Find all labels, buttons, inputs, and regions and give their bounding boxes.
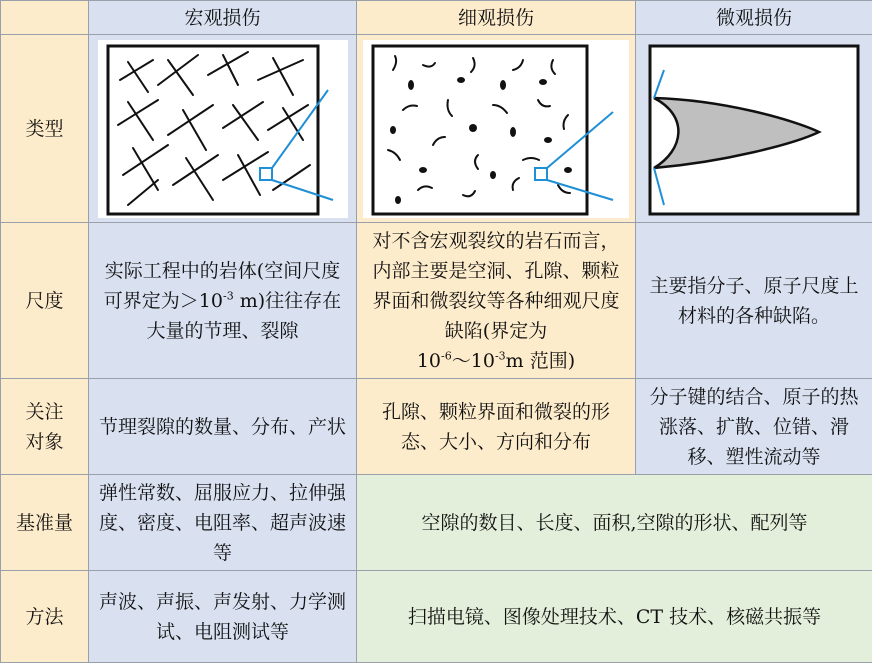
macro-diagram-cell bbox=[89, 35, 357, 223]
col-header-macro: 宏观损伤 bbox=[89, 1, 357, 35]
corner-cell bbox=[1, 1, 89, 35]
micro-diagram-cell bbox=[636, 35, 872, 223]
col-header-meso: 细观损伤 bbox=[357, 1, 636, 35]
macro-baseline-cell bbox=[89, 475, 357, 571]
meso-diagram-cell bbox=[357, 35, 636, 223]
row-focus bbox=[1, 379, 872, 475]
micro-scale-cell bbox=[636, 223, 872, 379]
macro-focus-text: 节理裂隙的数量、分布、产状 bbox=[89, 412, 356, 442]
row-label-method: 方法 bbox=[1, 571, 89, 663]
meso-focus-text: 孔隙、颗粒界面和微裂的形态、大小、方向和分布 bbox=[357, 397, 635, 457]
macro-focus-cell bbox=[89, 379, 357, 475]
macro-method-cell bbox=[89, 571, 357, 663]
macro-baseline-text: 弹性常数、屈服应力、拉伸强度、密度、电阻率、超声波速等 bbox=[89, 478, 356, 568]
micro-crack-tip-diagram bbox=[644, 40, 864, 218]
macro-scale-cell bbox=[89, 223, 357, 379]
row-label-scale: 尺度 bbox=[1, 223, 89, 379]
row-baseline bbox=[1, 475, 872, 571]
shared-method-text: 扫描电镜、图像处理技术、CT 技术、核磁共振等 bbox=[357, 602, 872, 632]
row-label-focus: 关注 对象 bbox=[1, 379, 89, 475]
meso-scale-cell bbox=[357, 223, 636, 379]
meso-scale-text: 对不含宏观裂纹的岩石而言，内部主要是空洞、孔隙、颗粒界面和微裂纹等各种细观尺度缺陷(界定为 $10^{-6}\sim 10^{-3}m$ 范围) bbox=[357, 226, 635, 376]
row-label-type: 类型 bbox=[1, 35, 89, 223]
meso-focus-cell bbox=[357, 379, 636, 475]
macro-crack-diagram bbox=[98, 40, 348, 218]
header-row bbox=[1, 1, 872, 35]
macro-method-text: 声波、声振、声发射、力学测试、电阻测试等 bbox=[89, 587, 356, 647]
row-label-baseline: 基准量 bbox=[1, 475, 89, 571]
row-scale bbox=[1, 223, 872, 379]
shared-method-cell bbox=[357, 571, 872, 663]
micro-focus-cell bbox=[636, 379, 872, 475]
shared-baseline-text: 空隙的数目、长度、面积,空隙的形状、配列等 bbox=[357, 508, 872, 538]
col-header-micro: 微观损伤 bbox=[636, 1, 872, 35]
micro-scale-text: 主要指分子、原子尺度上材料的各种缺陷。 bbox=[636, 271, 872, 331]
meso-pore-diagram bbox=[363, 40, 629, 218]
micro-focus-text: 分子键的结合、原子的热涨落、扩散、位错、滑移、塑性流动等 bbox=[636, 382, 872, 472]
row-type bbox=[1, 35, 872, 223]
row-method bbox=[1, 571, 872, 663]
macro-scale-text: 实际工程中的岩体(空间尺度可界定为$>10^{-3}$ m)往往存在大量的节理、裂隙 bbox=[89, 256, 356, 346]
shared-baseline-cell bbox=[357, 475, 872, 571]
